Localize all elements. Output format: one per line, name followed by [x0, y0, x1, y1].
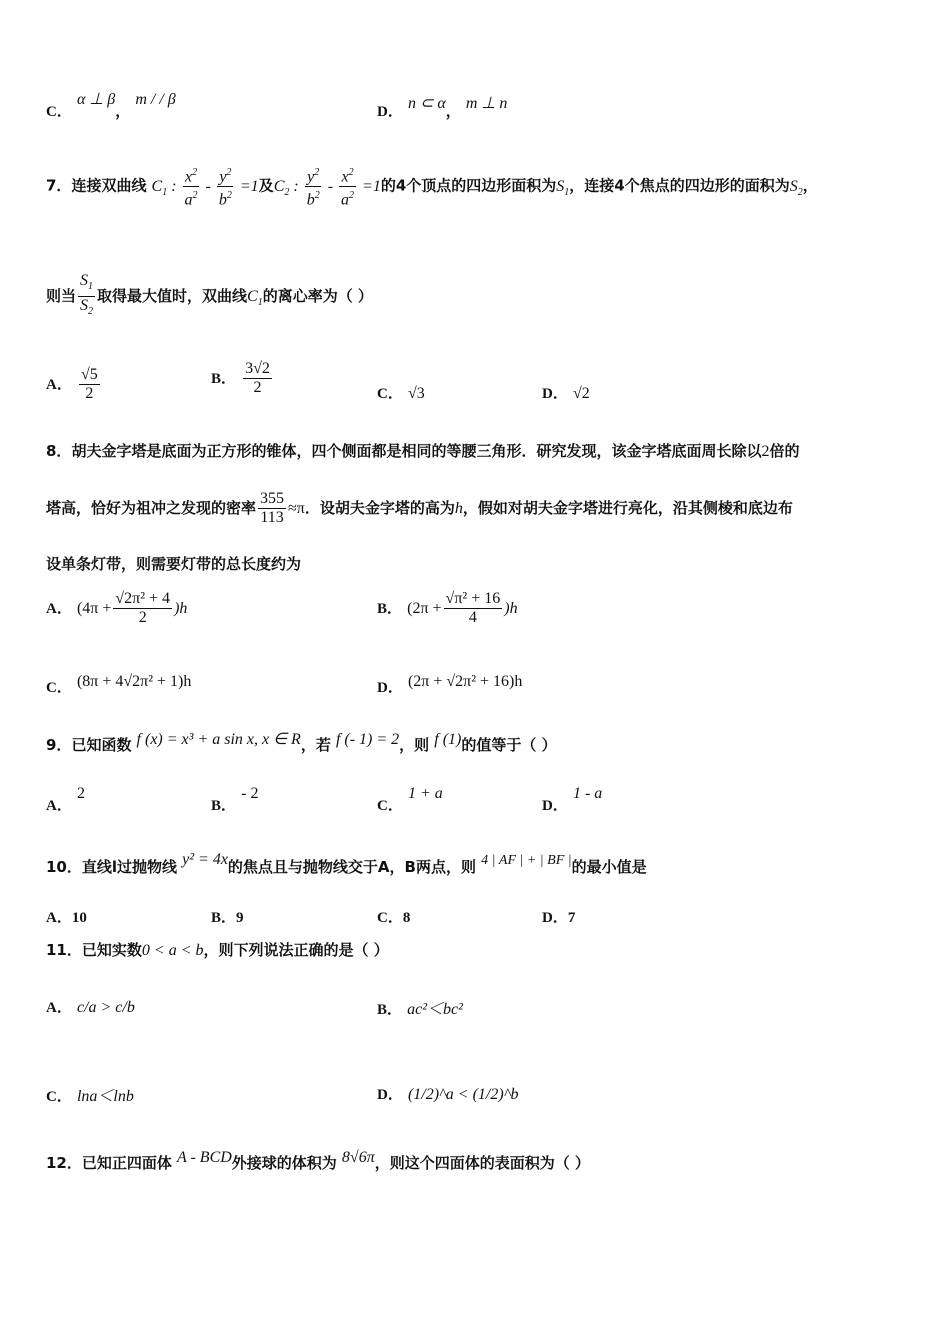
q10-option-d: D．7 [542, 910, 576, 926]
q11-option-d: D． (1/2)^a < (1/2)^b [377, 1086, 519, 1103]
q7-option-c: C． √3 [377, 385, 425, 402]
q8-option-c: C． (8π + 4√2π² + 1)h [46, 673, 192, 696]
q8-stem-line1: 8．胡夫金字塔是底面为正方形的锥体，四个侧面都是相同的等腰三角形．研究发现，该金字塔底面周长除以2倍的 [46, 442, 800, 460]
milu-fraction: $\frac{355}{113}$ [260, 490, 285, 526]
q10-option-a: A．10 [46, 910, 87, 926]
q8-option-a: A． (4π + $\frac{\text{√2π² + 4}}{2}$ )h [46, 590, 188, 626]
q10-stem: 10．直线l过抛物线 y² = 4x的焦点且与抛物线交于A，B两点，则 4 | AF | + | BF |的最小值是 [46, 851, 647, 876]
q9-option-d: D． 1 - a [542, 785, 603, 814]
q7-option-b: B． $\frac{3√2}{2}$ [211, 360, 270, 396]
q6-option-d: D． n ⊂ α， m ⊥ n [377, 95, 508, 120]
q9-option-c: C． 1 + a [377, 785, 443, 814]
hyperbola-c2: $C_2$ : $\frac{y^2}{b^2}$ - $\frac{x^2}{a^2}$ =1 [274, 178, 381, 195]
q8-option-b: B． (2π + $\frac{\text{√π² + 16}}{4}$ )h [377, 590, 518, 626]
q9-option-a: A． 2 [46, 785, 85, 814]
q9-option-b: B． - 2 [211, 785, 259, 814]
q7-stem-line2: 则当 $\frac{S_1}{S_2}$ 取得最大值时，双曲线$C_1$的离心率为（ ） [46, 272, 373, 321]
q11-option-a: A． c/a > c/b [46, 999, 135, 1016]
q7-option-a: A． $\frac{√5}{2}$ [46, 366, 98, 402]
q8-stem-line2: 塔高，恰好为祖冲之发现的密率 $\frac{355}{113}$ ≈π．设胡夫金字塔的高为h，假如对胡夫金字塔进行亮化，沿其侧棱和底边布 [46, 490, 793, 526]
q12-stem: 12．已知正四面体 A - BCD外接球的体积为 8√6π，则这个四面体的表面积为（ ） [46, 1149, 590, 1172]
q6-option-c: C． α ⊥ β， m / / β [46, 91, 176, 120]
q11-option-c: C． lna＜lnb [46, 1088, 134, 1105]
ratio-s1-s2: $\frac{S_1}{S_2}$ [80, 272, 94, 318]
hyperbola-c1: $C_1$ : $\frac{x^2}{a^2}$ - $\frac{y^2}{b^2}$ =1 [152, 178, 259, 195]
q10-option-c: C．8 [377, 910, 411, 926]
q9-stem: 9．已知函数 f (x) = x³ + a sin x, x ∈ R，若 f (- 1) = 2，则 f (1)的值等于（ ） [46, 731, 557, 754]
q10-option-b: B．9 [211, 910, 244, 926]
q11-option-b: B． ac²＜bc² [377, 1001, 463, 1018]
q7-stem-line1: 7．连接双曲线 $C_1$ : $\frac{x^2}{a^2}$ - $\frac{y^2}{b^2}$ =1及$C_2$ : $\frac{y^2}{b^2}$ - $\frac{x^2}{a^2}$ =1的4个顶点的四边形面积为$S_1$，连接4个焦点的四边形的面积为$S_2$， [46, 164, 818, 210]
q7-option-d: D． √2 [542, 385, 590, 402]
q8-stem-line3: 设单条灯带，则需要灯带的总长度约为 [46, 555, 302, 573]
q8-option-d: D． (2π + √2π² + 16)h [377, 673, 523, 696]
q11-stem: 11．已知实数0 < a < b，则下列说法正确的是（ ） [46, 941, 389, 959]
